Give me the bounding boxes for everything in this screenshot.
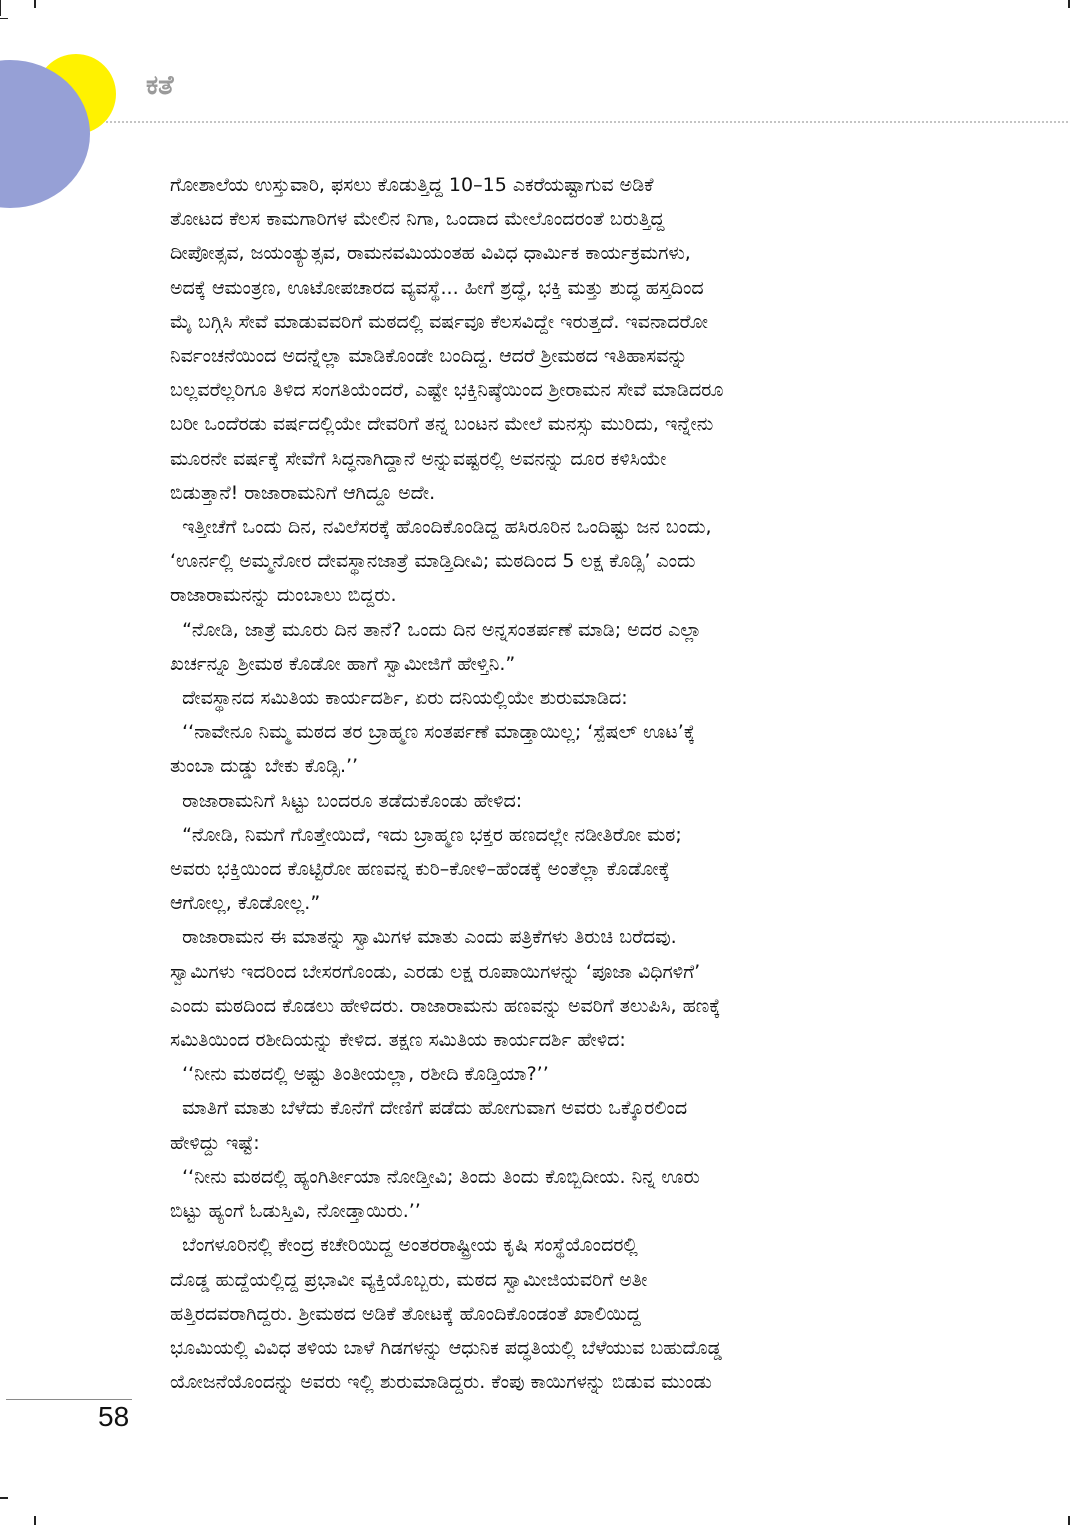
crop-mark-top-mid: [34, 0, 36, 8]
crop-mark-top-right: [1068, 0, 1070, 8]
story-body: [170, 168, 970, 1399]
text-line: ಸ್ವಾಮಿಗಳು ಇದರಿಂದ ಬೇಸರಗೊಂಡು, ಎರಡು ಲಕ್ಷ ರೂಪಾಯಿಗಳನ್ನು ‘ಪೂಜಾ ವಿಧಿಗಳಿಗೆ’: [170, 960, 701, 983]
crop-mark-bottom-mid: [34, 1516, 36, 1525]
text-line: ‘‘ನೀನು ಮಠದಲ್ಲಿ ಅಷ್ಟು ತಿಂತೀಯಲ್ಲಾ, ರಶೀದಿ ಕೊಡ್ತಿಯಾ?’’: [170, 1063, 549, 1086]
crop-mark-bottom-right: [1068, 1516, 1070, 1525]
text-line: ಸಮಿತಿಯಿಂದ ರಶೀದಿಯನ್ನು ಕೇಳಿದ. ತಕ್ಷಣ ಸಮಿತಿಯ ಕಾರ್ಯದರ್ಶಿ ಹೇಳಿದ:: [170, 1029, 626, 1052]
text-line: ತೋಟದ ಕೆಲಸ ಕಾಮಗಾರಿಗಳ ಮೇಲಿನ ನಿಗಾ, ಒಂದಾದ ಮೇಲೊಂದರಂತೆ ಬರುತ್ತಿದ್ದ: [170, 208, 665, 231]
text-line: ಯೋಜನೆಯೊಂದನ್ನು ಅವರು ಇಲ್ಲಿ ಶುರುಮಾಡಿದ್ದರು. ಕೆಂಪು ಕಾಯಿಗಳನ್ನು ಬಿಡುವ ಮುಂಡು: [170, 1371, 712, 1394]
text-line: ಮಾತಿಗೆ ಮಾತು ಬೆಳೆದು ಕೊನೆಗೆ ದೇಣಿಗೆ ಪಡೆದು ಹೋಗುವಾಗ ಅವರು ಒಕ್ಕೊರಲಿಂದ: [170, 1097, 688, 1120]
text-line: ದೊಡ್ಡ ಹುದ್ದೆಯಲ್ಲಿದ್ದ ಪ್ರಭಾವೀ ವ್ಯಕ್ತಿಯೊಬ್ಬರು, ಮಠದ ಸ್ವಾಮೀಜಿಯವರಿಗೆ ಅತೀ: [170, 1268, 648, 1291]
text-line: ರಾಜಾರಾಮನಿಗೆ ಸಿಟ್ಟು ಬಂದರೂ ತಡೆದುಕೊಂಡು ಹೇಳಿದ:: [170, 789, 523, 812]
text-line: ‘ಊರ್ನಲ್ಲಿ ಅಮ್ಮನೋರ ದೇವಸ್ಥಾನಜಾತ್ರೆ ಮಾಡ್ತಿದೀವಿ; ಮಠದಿಂದ 5 ಲಕ್ಷ ಕೊಡ್ಸಿ’ ಎಂದು: [170, 550, 696, 573]
header-dotted-rule: [106, 121, 1068, 123]
text-line: “ನೋಡಿ, ನಿಮಗೆ ಗೊತ್ತೇಯಿದೆ, ಇದು ಬ್ರಾಹ್ಮಣ ಭಕ್ತರ ಹಣದಲ್ಲೇ ನಡೀತಿರೋ ಮಠ;: [170, 823, 682, 846]
text-line: ಹತ್ತಿರದವರಾಗಿದ್ದರು. ಶ್ರೀಮಠದ ಅಡಿಕೆ ತೋಟಕ್ಕೆ ಹೊಂದಿಕೊಂಡಂತೆ ಖಾಲಿಯಿದ್ದ: [170, 1302, 641, 1325]
text-line: ತುಂಬಾ ದುಡ್ಡು ಬೇಕು ಕೊಡ್ಸಿ.’’: [170, 755, 359, 778]
text-line: ಮೈ ಬಗ್ಗಿಸಿ ಸೇವೆ ಮಾಡುವವರಿಗೆ ಮಠದಲ್ಲಿ ವರ್ಷವೂ ಕೆಲಸವಿದ್ದೇ ಇರುತ್ತದೆ. ಇವನಾದರೋ: [170, 310, 708, 333]
crop-mark-top-left: [0, 0, 1, 16]
text-line: ಬಿಡುತ್ತಾನೆ! ರಾಜಾರಾಮನಿಗೆ ಆಗಿದ್ದೂ ಅದೇ.: [170, 481, 436, 504]
crop-mark-top-left-tick: [0, 18, 8, 19]
text-line: ಹೇಳಿದ್ದು ಇಷ್ಟೆ:: [170, 1131, 260, 1154]
crop-mark-bottom-left: [0, 1497, 8, 1499]
text-line: ಭೂಮಿಯಲ್ಲಿ ವಿವಿಧ ತಳಿಯ ಬಾಳೆ ಗಿಡಗಳನ್ನು ಆಧುನಿಕ ಪದ್ಧತಿಯಲ್ಲಿ ಬೆಳೆಯುವ ಬಹುದೊಡ್ಡ: [170, 1336, 722, 1359]
text-line: ಗೋಶಾಲೆಯ ಉಸ್ತುವಾರಿ, ಫಸಲು ಕೊಡುತ್ತಿದ್ದ 10–15 ಎಕರೆಯಷ್ಟಾಗುವ ಅಡಿಕೆ: [170, 174, 654, 196]
text-line: ನಿರ್ವಂಚನೆಯಿಂದ ಅದನ್ನೆಲ್ಲಾ ಮಾಡಿಕೊಂಡೇ ಬಂದಿದ್ದ. ಆದರೆ ಶ್ರೀಮಠದ ಇತಿಹಾಸವನ್ನು: [170, 345, 688, 368]
section-label: ಕತೆ: [146, 70, 174, 101]
text-line: ರಾಜಾರಾಮನನ್ನು ದುಂಬಾಲು ಬಿದ್ದರು.: [170, 584, 397, 607]
text-line: ಆಗೋಲ್ಲ, ಕೊಡೋಲ್ಲ.”: [170, 892, 321, 915]
text-line: ಬರೀ ಒಂದೆರಡು ವರ್ಷದಲ್ಲಿಯೇ ದೇವರಿಗೆ ತನ್ನ ಬಂಟನ ಮೇಲೆ ಮನಸ್ಸು ಮುರಿದು, ಇನ್ನೇನು: [170, 413, 714, 436]
text-line: ‘‘ನಾವೇನೂ ನಿಮ್ಮ ಮಠದ ತರ ಬ್ರಾಹ್ಮಣ ಸಂತರ್ಪಣೆ ಮಾಡ್ತಾಯಿಲ್ಲ; ‘ಸ್ಪೆಷಲ್ ಊಟ’ಕ್ಕೆ: [170, 721, 695, 744]
text-line: ರಾಜಾರಾಮನ ಈ ಮಾತನ್ನು ಸ್ವಾಮಿಗಳ ಮಾತು ಎಂದು ಪತ್ರಿಕೆಗಳು ತಿರುಚಿ ಬರೆದವು.: [170, 926, 677, 949]
text-line: ದೀಪೋತ್ಸವ, ಜಯಂತ್ಯುತ್ಸವ, ರಾಮನವಮಿಯಂತಹ ವಿವಿಧ ಧಾರ್ಮಿಕ ಕಾರ್ಯಕ್ರಮಗಳು,: [170, 242, 691, 265]
text-line: ‘‘ನೀನು ಮಠದಲ್ಲಿ ಹ್ಯಂಗಿರ್ತೀಯಾ ನೋಡ್ತೀವಿ; ತಿಂದು ತಿಂದು ಕೊಬ್ಬಿದೀಯ. ನಿನ್ನ ಊರು: [170, 1165, 700, 1188]
text-line: ಅವರು ಭಕ್ತಿಯಿಂದ ಕೊಟ್ಟಿರೋ ಹಣವನ್ನ ಕುರಿ–ಕೋಳಿ–ಹೆಂಡಕ್ಕೆ ಅಂತೆಲ್ಲಾ ಕೊಡೋಕ್ಕೆ: [170, 858, 670, 881]
page-number: 58: [98, 1401, 130, 1432]
text-line: ಬೆಂಗಳೂರಿನಲ್ಲಿ ಕೇಂದ್ರ ಕಚೇರಿಯಿದ್ದ ಅಂತರರಾಷ್ಟ್ರೀಯ ಕೃಷಿ ಸಂಸ್ಥೆಯೊಂದರಲ್ಲಿ: [170, 1234, 638, 1257]
text-line: ಖರ್ಚನ್ನೂ ಶ್ರೀಮಠ ಕೊಡೋ ಹಾಗೆ ಸ್ವಾಮೀಜಿಗೆ ಹೇಳ್ತಿನಿ.”: [170, 652, 516, 675]
text-line: ಎಂದು ಮಠದಿಂದ ಕೊಡಲು ಹೇಳಿದರು. ರಾಜಾರಾಮನು ಹಣವನ್ನು ಅವರಿಗೆ ತಲುಪಿಸಿ, ಹಣಕ್ಕೆ: [170, 994, 721, 1017]
text-line: ಅದಕ್ಕೆ ಆಮಂತ್ರಣ, ಊಟೋಪಚಾರದ ವ್ಯವಸ್ಥೆ... ಹೀಗೆ ಶ್ರದ್ಧೆ, ಭಕ್ತಿ ಮತ್ತು ಶುದ್ಧ ಹಸ್ತದಿಂದ: [170, 276, 704, 299]
text-line: “ನೋಡಿ, ಜಾತ್ರೆ ಮೂರು ದಿನ ತಾನೆ? ಒಂದು ದಿನ ಅನ್ನಸಂತರ್ಪಣೆ ಮಾಡಿ; ಅದರ ಎಲ್ಲಾ: [170, 618, 702, 641]
text-line: ಬಲ್ಲವರೆಲ್ಲರಿಗೂ ತಿಳಿದ ಸಂಗತಿಯೆಂದರೆ, ಎಷ್ಟೇ ಭಕ್ತಿನಿಷ್ಠೆಯಿಂದ ಶ್ರೀರಾಮನ ಸೇವೆ ಮಾಡಿದರೂ: [170, 379, 724, 402]
text-line: ಇತ್ತೀಚೆಗೆ ಒಂದು ದಿನ, ನವಿಲೆಸರಕ್ಕೆ ಹೊಂದಿಕೊಂಡಿದ್ದ ಹಸಿರೂರಿನ ಒಂದಿಷ್ಟು ಜನ ಬಂದು,: [170, 516, 712, 539]
text-line: ದೇವಸ್ಥಾನದ ಸಮಿತಿಯ ಕಾರ್ಯದರ್ಶಿ, ಏರು ದನಿಯಲ್ಲಿಯೇ ಶುರುಮಾಡಿದ:: [170, 687, 628, 710]
text-line: ಮೂರನೇ ವರ್ಷಕ್ಕೆ ಸೇವೆಗೆ ಸಿದ್ಧನಾಗಿದ್ದಾನೆ ಅನ್ನುವಷ್ಟರಲ್ಲಿ ಅವನನ್ನು ದೂರ ಕಳಿಸಿಯೇ: [170, 447, 667, 470]
text-line: ಬಿಟ್ಟು ಹ್ಯಂಗೆ ಓಡುಸ್ತಿವಿ, ನೋಡ್ತಾಯಿರು.’’: [170, 1200, 421, 1223]
